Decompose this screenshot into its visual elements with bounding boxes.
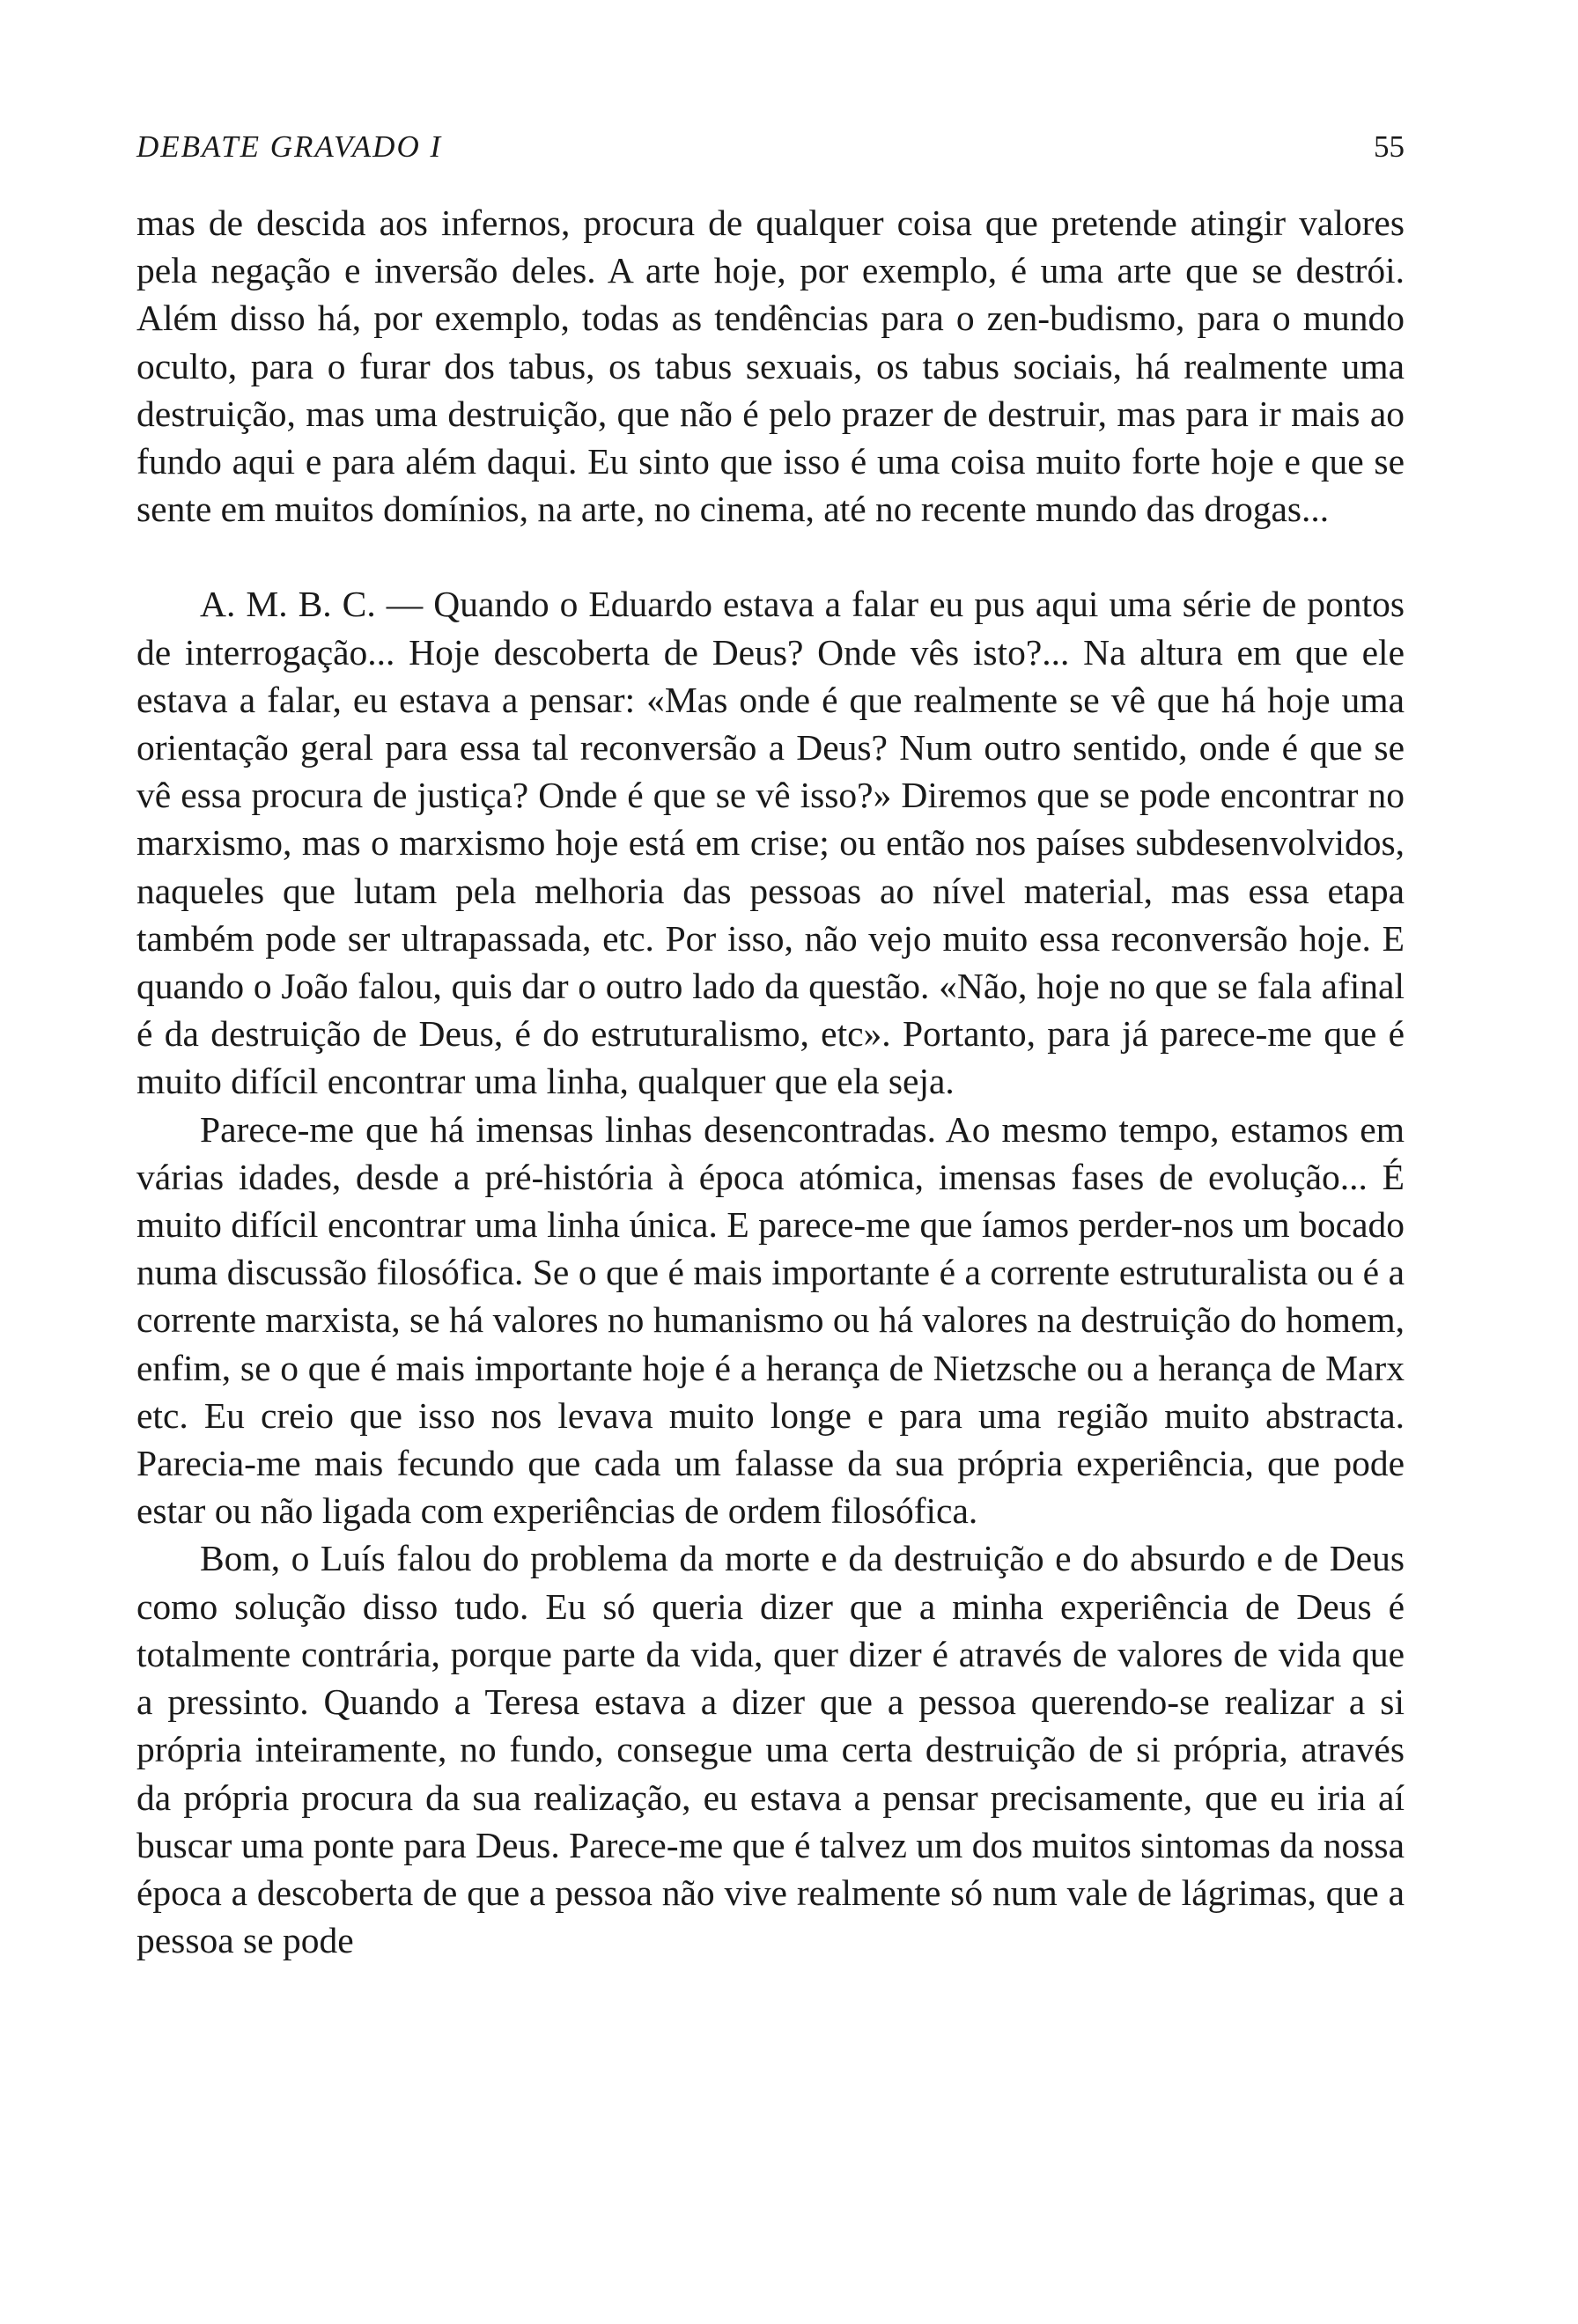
- paragraph-3: Parece-me que há imensas linhas desencontradas. Ao mesmo tempo, estamos em várias idades, desde a pré-história à época atómica, imensas fases de evolução... É muito difícil encontrar uma linha única. E parece-me que íamos perder-nos um bocado numa discussão filosófica. Se o que é mais importante é a corrente estruturalista ou é a corrente marxista, se há valores no humanismo ou há valores na destruição do homem, enfim, se o que é mais importante hoje é a herança de Nietzsche ou a herança de Marx etc. Eu creio que isso nos levava muito longe e para uma região muito abstracta. Parecia-me mais fecundo que cada um falasse da sua própria experiência, que pode estar ou não ligada com experiências de ordem filosófica.: [136, 1108, 1405, 1532]
- paragraph-1: mas de descida aos infernos, procura de qualquer coisa que pretende atingir valores pela negação e inversão deles. A arte hoje, por exemplo, é uma arte que se destrói. Além disso há, por exemplo, todas as tendências para o zen-budismo, para o mundo oculto, para o furar dos tabus, os tabus sexuais, os tabus sociais, há realmente uma destruição, mas uma destruição, que não é pelo prazer de destruir, mas para ir mais ao fundo aqui e para além daqui. Eu sinto que isso é uma coisa muito forte hoje e que se sente em muitos domínios, na arte, no cinema, até no recente mundo das drogas...: [136, 202, 1405, 530]
- body-text: [136, 199, 1405, 1964]
- paragraph-4: Bom, o Luís falou do problema da morte e da destruição e do absurdo e de Deus como solução disso tudo. Eu só queria dizer que a minha experiência de Deus é totalmente contrária, porque parte da vida, quer dizer é através de valores de vida que a pressinto. Quando a Teresa estava a dizer que a pessoa querendo-se realizar a si própria inteiramente, no fundo, consegue uma certa destruição de si própria, através da própria procura da sua realização, eu estava a pensar precisamente, que eu iria aí buscar uma ponte para Deus. Parece-me que é talvez um dos muitos sintomas da nossa época a descoberta de que a pessoa não vive realmente só num vale de lágrimas, que a pessoa se pode: [136, 1538, 1405, 1961]
- page-number: 55: [1374, 129, 1405, 164]
- running-title: DEBATE GRAVADO I: [136, 129, 443, 164]
- running-head: [136, 125, 1405, 169]
- paragraph-2: A. M. B. C. — Quando o Eduardo estava a falar eu pus aqui uma série de pontos de interrogação... Hoje descoberta de Deus? Onde vês isto?... Na altura em que ele estava a falar, eu estava a pensar: «Mas onde é que realmente se vê que há hoje uma orientação geral para essa tal reconversão a Deus? Num outro sentido, onde é que se vê essa procura de justiça? Onde é que se vê isso?» Diremos que se pode encontrar no marxismo, mas o marxismo hoje está em crise; ou então nos países subdesenvolvidos, naqueles que lutam pela melhoria das pessoas ao nível material, mas essa etapa também pode ser ultrapassada, etc. Por isso, não vejo muito essa reconversão hoje. E quando o João falou, quis dar o outro lado da questão. «Não, hoje no que se fala afinal é da destruição de Deus, é do estruturalismo, etc». Portanto, para já parece-me que é muito difícil encontrar uma linha, qualquer que ela seja.: [136, 584, 1405, 1102]
